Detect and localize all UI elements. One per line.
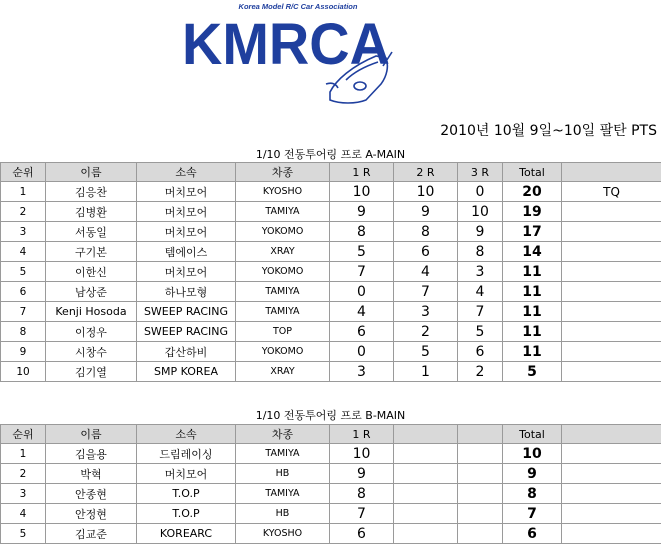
driver-name-cell: 안정현 (46, 504, 137, 524)
table-row (1, 524, 661, 544)
car-brand-cell: XRAY (236, 242, 330, 262)
note-cell (562, 262, 661, 282)
team-cell: 머치모어 (137, 222, 236, 242)
driver-name-cell: 서동일 (46, 222, 137, 242)
car-brand-cell: YOKOMO (236, 342, 330, 362)
car-brand-cell: TAMIYA (236, 444, 330, 464)
table-row (1, 202, 661, 222)
note-cell (562, 302, 661, 322)
col-rank-header: 순위 (1, 425, 46, 444)
car-brand-cell: XRAY (236, 362, 330, 382)
note-cell: TQ (562, 182, 661, 202)
round3-score-cell: 8 (458, 242, 503, 262)
round1-score-cell: 8 (330, 484, 394, 504)
total-points-cell: 14 (503, 242, 562, 262)
a-main-caption: 1/10 전동투어링 프로 A-MAIN (255, 148, 406, 161)
col-team-header: 소속 (137, 425, 236, 444)
round2-score-cell (394, 464, 458, 484)
driver-name-cell: 안종현 (46, 484, 137, 504)
table-row (1, 342, 661, 362)
car-brand-cell: TAMIYA (236, 302, 330, 322)
team-cell: KOREARC (137, 524, 236, 544)
round1-score-cell: 0 (330, 342, 394, 362)
team-cell: 머치모어 (137, 182, 236, 202)
rank-cell: 1 (1, 182, 46, 202)
round2-score-cell (394, 524, 458, 544)
event-date-location: 2010년 10월 9일~10일 팔탄 PTS (440, 123, 657, 139)
table-row (1, 222, 661, 242)
rank-cell: 7 (1, 302, 46, 322)
round3-score-cell (458, 504, 503, 524)
car-brand-cell: YOKOMO (236, 222, 330, 242)
round1-score-cell: 10 (330, 444, 394, 464)
note-cell (562, 202, 661, 222)
team-cell: 하나모형 (137, 282, 236, 302)
car-brand-cell: TAMIYA (236, 282, 330, 302)
table-row (1, 282, 661, 302)
logo-text: KMRCA (182, 12, 390, 77)
table-row (1, 484, 661, 504)
b-main-caption: 1/10 전동투어링 프로 B-MAIN (255, 409, 406, 422)
team-cell: 머치모어 (137, 464, 236, 484)
col-total-header: Total (503, 163, 562, 182)
team-cell: SWEEP RACING (137, 322, 236, 342)
team-cell: 머치모어 (137, 202, 236, 222)
rank-cell: 1 (1, 444, 46, 464)
total-points-cell: 17 (503, 222, 562, 242)
table-row (1, 262, 661, 282)
driver-name-cell: 이한신 (46, 262, 137, 282)
col-car-header: 차종 (236, 163, 330, 182)
round1-score-cell: 9 (330, 202, 394, 222)
round1-score-cell: 5 (330, 242, 394, 262)
total-points-cell: 11 (503, 262, 562, 282)
round2-score-cell (394, 504, 458, 524)
note-cell (562, 282, 661, 302)
table-row (1, 444, 661, 464)
round2-score-cell: 7 (394, 282, 458, 302)
total-points-cell: 6 (503, 524, 562, 544)
rank-cell: 9 (1, 342, 46, 362)
driver-name-cell: Kenji Hosoda (46, 302, 137, 322)
total-points-cell: 19 (503, 202, 562, 222)
round1-score-cell: 7 (330, 504, 394, 524)
rank-cell: 5 (1, 262, 46, 282)
total-points-cell: 11 (503, 282, 562, 302)
round2-score-cell: 8 (394, 222, 458, 242)
driver-name-cell: 박혁 (46, 464, 137, 484)
round3-score-cell (458, 484, 503, 504)
col-total-header: Total (503, 425, 562, 444)
rank-cell: 3 (1, 222, 46, 242)
total-points-cell: 5 (503, 362, 562, 382)
rank-cell: 4 (1, 504, 46, 524)
team-cell: T.O.P (137, 504, 236, 524)
table-row (1, 464, 661, 484)
round3-score-cell: 5 (458, 322, 503, 342)
col-round2-header: 2 R (394, 163, 458, 182)
rank-cell: 10 (1, 362, 46, 382)
team-cell: 드림레이싱 (137, 444, 236, 464)
round2-score-cell: 6 (394, 242, 458, 262)
round3-score-cell: 0 (458, 182, 503, 202)
team-cell: SWEEP RACING (137, 302, 236, 322)
round3-score-cell: 4 (458, 282, 503, 302)
round1-score-cell: 8 (330, 222, 394, 242)
round2-score-cell: 10 (394, 182, 458, 202)
table-row (1, 182, 661, 202)
rank-cell: 2 (1, 464, 46, 484)
rank-cell: 5 (1, 524, 46, 544)
total-points-cell: 9 (503, 464, 562, 484)
round3-score-cell: 7 (458, 302, 503, 322)
team-cell: SMP KOREA (137, 362, 236, 382)
total-points-cell: 8 (503, 484, 562, 504)
car-brand-cell: KYOSHO (236, 524, 330, 544)
col-name-header: 이름 (46, 163, 137, 182)
round1-score-cell: 6 (330, 322, 394, 342)
driver-name-cell: 시창수 (46, 342, 137, 362)
note-cell (562, 342, 661, 362)
round2-score-cell: 2 (394, 322, 458, 342)
col-round2-header (394, 425, 458, 444)
driver-name-cell: 김응찬 (46, 182, 137, 202)
col-round1-header: 1 R (330, 163, 394, 182)
car-brand-cell: KYOSHO (236, 182, 330, 202)
total-points-cell: 11 (503, 342, 562, 362)
round2-score-cell (394, 444, 458, 464)
col-round1-header: 1 R (330, 425, 394, 444)
table-row (1, 362, 661, 382)
table-row (1, 504, 661, 524)
round1-score-cell: 6 (330, 524, 394, 544)
round3-score-cell: 10 (458, 202, 503, 222)
a-main-results-table (0, 162, 661, 382)
team-cell: 갑산하비 (137, 342, 236, 362)
rank-cell: 4 (1, 242, 46, 262)
rank-cell: 8 (1, 322, 46, 342)
team-cell: T.O.P (137, 484, 236, 504)
col-team-header: 소속 (137, 163, 236, 182)
car-brand-cell: HB (236, 464, 330, 484)
driver-name-cell: 구기본 (46, 242, 137, 262)
total-points-cell: 11 (503, 322, 562, 342)
rank-cell: 2 (1, 202, 46, 222)
total-points-cell: 10 (503, 444, 562, 464)
note-cell (562, 444, 661, 464)
car-brand-cell: HB (236, 504, 330, 524)
rank-cell: 6 (1, 282, 46, 302)
driver-name-cell: 김교준 (46, 524, 137, 544)
driver-name-cell: 남상준 (46, 282, 137, 302)
car-brand-cell: TAMIYA (236, 202, 330, 222)
round3-score-cell (458, 524, 503, 544)
round1-score-cell: 3 (330, 362, 394, 382)
round3-score-cell: 6 (458, 342, 503, 362)
col-note-header (562, 425, 661, 444)
rank-cell: 3 (1, 484, 46, 504)
total-points-cell: 11 (503, 302, 562, 322)
col-round3-header: 3 R (458, 163, 503, 182)
round1-score-cell: 9 (330, 464, 394, 484)
round3-score-cell (458, 464, 503, 484)
round3-score-cell: 3 (458, 262, 503, 282)
col-car-header: 차종 (236, 425, 330, 444)
driver-name-cell: 김병환 (46, 202, 137, 222)
col-name-header: 이름 (46, 425, 137, 444)
round1-score-cell: 0 (330, 282, 394, 302)
total-points-cell: 7 (503, 504, 562, 524)
car-brand-cell: YOKOMO (236, 262, 330, 282)
driver-name-cell: 이정우 (46, 322, 137, 342)
table-row (1, 302, 661, 322)
driver-name-cell: 김을용 (46, 444, 137, 464)
driver-name-cell: 김기열 (46, 362, 137, 382)
note-cell (562, 484, 661, 504)
round2-score-cell (394, 484, 458, 504)
table-row (1, 322, 661, 342)
round1-score-cell: 7 (330, 262, 394, 282)
note-cell (562, 504, 661, 524)
round3-score-cell: 9 (458, 222, 503, 242)
note-cell (562, 362, 661, 382)
round2-score-cell: 5 (394, 342, 458, 362)
round1-score-cell: 4 (330, 302, 394, 322)
col-note-header (562, 163, 661, 182)
note-cell (562, 222, 661, 242)
round2-score-cell: 9 (394, 202, 458, 222)
team-cell: 머치모어 (137, 262, 236, 282)
round2-score-cell: 3 (394, 302, 458, 322)
car-brand-cell: TAMIYA (236, 484, 330, 504)
car-brand-cell: TOP (236, 322, 330, 342)
kmrca-logo (180, 0, 395, 110)
round1-score-cell: 10 (330, 182, 394, 202)
col-rank-header: 순위 (1, 163, 46, 182)
table-header-row (1, 163, 661, 182)
round2-score-cell: 4 (394, 262, 458, 282)
b-main-results-table (0, 424, 661, 544)
col-round3-header (458, 425, 503, 444)
note-cell (562, 524, 661, 544)
note-cell (562, 464, 661, 484)
table-header-row (1, 425, 661, 444)
team-cell: 템에이스 (137, 242, 236, 262)
logo-subtitle: Korea Model R/C Car Association (238, 2, 358, 11)
total-points-cell: 20 (503, 182, 562, 202)
note-cell (562, 242, 661, 262)
round3-score-cell: 2 (458, 362, 503, 382)
table-row (1, 242, 661, 262)
round3-score-cell (458, 444, 503, 464)
note-cell (562, 322, 661, 342)
round2-score-cell: 1 (394, 362, 458, 382)
